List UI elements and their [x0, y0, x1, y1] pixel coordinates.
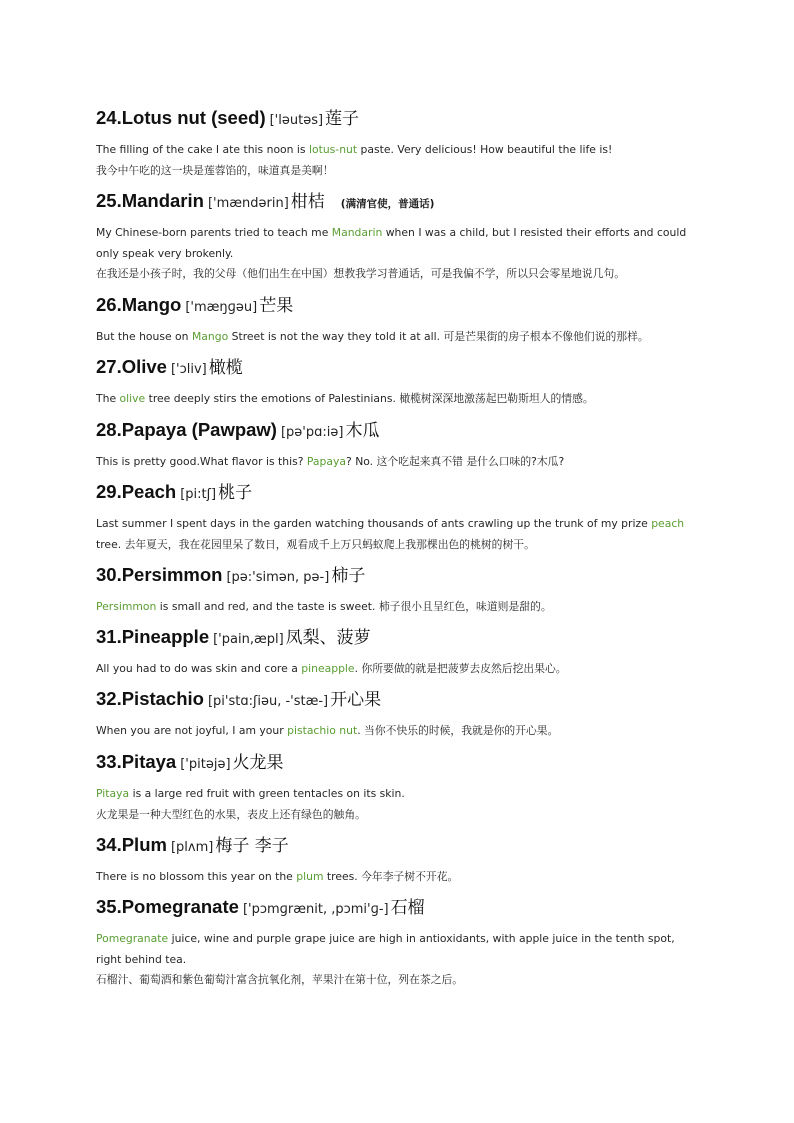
highlighted-word: pistachio nut — [287, 724, 358, 737]
entry-phonetic: ['mæŋɡəu] — [185, 300, 258, 315]
entry-phonetic: ['ləutəs] — [269, 113, 324, 128]
text: is small and red, and the taste is sweet. 柿子很小且呈红色，味道则是甜的。 — [156, 600, 552, 613]
entry-example — [96, 929, 696, 991]
entry-phonetic: [pə'pɑ:iə] — [280, 425, 344, 440]
entry-word: Pitaya — [121, 751, 177, 772]
entry-word: Pistachio — [121, 688, 204, 709]
example-line — [96, 161, 696, 182]
entry-chinese: 木瓜 — [345, 421, 380, 441]
entry-pomegranate — [96, 894, 696, 991]
text: 在我还是小孩子时，我的父母（他们出生在中国）想教我学习普通话，可是我偏不学，所以只会零星地说几句。 — [96, 267, 626, 280]
entry-word: Mandarin — [121, 190, 204, 211]
entry-example — [96, 514, 696, 555]
entry-word: Pomegranate — [121, 896, 239, 917]
text: only speak very brokenly. — [96, 246, 234, 260]
highlighted-word: Papaya — [306, 455, 347, 468]
entry-lotus-nut — [96, 105, 696, 181]
entry-chinese: 石榴 — [390, 898, 425, 918]
entry-chinese: 桃子 — [218, 483, 253, 503]
entry-example — [96, 140, 696, 181]
entry-phonetic: [pi:tʃ] — [180, 487, 217, 502]
text: Street is not the way they told it at all. 可是芒果街的房子根本不像他们说的那样。 — [228, 330, 649, 343]
text: The — [96, 392, 120, 405]
example-line — [96, 659, 696, 680]
entry-word: Mango — [121, 294, 182, 315]
entry-phonetic: [plʌm] — [170, 840, 214, 855]
entry-number: 34. — [96, 834, 122, 855]
highlighted-word: Mandarin — [331, 226, 383, 239]
example-line — [96, 264, 696, 285]
entry-pitaya — [96, 749, 696, 825]
highlighted-word: pineapple — [301, 662, 355, 675]
example-line — [96, 950, 696, 971]
entry-plum — [96, 832, 696, 888]
entry-number: 24. — [96, 107, 122, 128]
entry-mandarin — [96, 188, 696, 285]
highlighted-word: Persimmon — [96, 600, 157, 613]
entry-chinese: 橄榄 — [208, 358, 243, 378]
text: But the house on — [96, 330, 192, 343]
entry-chinese: 柑桔 — [290, 192, 325, 212]
entry-pineapple — [96, 624, 696, 680]
highlighted-word: olive — [119, 392, 146, 405]
entry-phonetic: ['pitəjə] — [180, 757, 231, 772]
text: 我今中午吃的这一块是莲蓉馅的，味道真是美啊！ — [96, 163, 334, 177]
entry-persimmon — [96, 562, 696, 618]
entry-number: 31. — [96, 626, 122, 647]
text: . 当你不快乐的时候，我就是你的开心果。 — [357, 724, 559, 737]
highlighted-word: peach — [651, 517, 685, 530]
entry-number: 27. — [96, 356, 122, 377]
text: When you are not joyful, I am your — [96, 724, 288, 737]
entry-example — [96, 452, 696, 473]
example-line — [96, 452, 696, 473]
example-line — [96, 784, 696, 805]
example-line — [96, 535, 696, 556]
entry-example — [96, 784, 696, 825]
entry-phonetic: ['pain,æpl] — [213, 632, 284, 647]
entry-phonetic: [pə:'simən, pə-] — [226, 570, 330, 585]
example-line — [96, 805, 696, 826]
text: . 你所要做的就是把菠萝去皮然后挖出果心。 — [354, 662, 567, 675]
entry-heading — [96, 832, 696, 858]
text: is a large red fruit with green tentacles on its skin. — [129, 787, 405, 800]
entry-number: 28. — [96, 419, 122, 440]
example-line — [96, 389, 696, 410]
entry-chinese: 莲子 — [325, 109, 360, 129]
entry-word: Persimmon — [121, 564, 223, 585]
text: My Chinese-born parents tried to teach me — [96, 226, 332, 239]
highlighted-word: Pitaya — [96, 787, 130, 800]
entry-heading — [96, 105, 696, 131]
text: There is no blossom this year on the — [96, 870, 297, 883]
entry-word: Plum — [121, 834, 167, 855]
entry-chinese: 梅子 李子 — [215, 836, 289, 856]
example-line — [96, 514, 696, 535]
text: All you had to do was skin and core a — [96, 662, 302, 675]
text: juice, wine and purple grape juice are high in antioxidants, with apple juice in the tenth spot, — [168, 932, 675, 945]
entry-chinese: 开心果 — [330, 690, 382, 710]
entry-phonetic: ['ɔliv] — [170, 362, 207, 377]
entry-heading — [96, 354, 696, 380]
text: right behind tea. — [96, 952, 187, 966]
text: tree. 去年夏天，我在花园里呆了数日，观看成千上万只蚂蚁爬上我那棵出色的桃树的树干。 — [96, 537, 535, 551]
highlighted-word: plum — [296, 870, 324, 883]
entry-note: (满清官使，普通话) — [340, 198, 435, 210]
entry-number: 25. — [96, 190, 122, 211]
entry-example — [96, 223, 696, 285]
entry-phonetic: ['pɔmɡrænit, ,pɔmi'ɡ-] — [242, 902, 389, 917]
entry-pistachio — [96, 686, 696, 742]
entry-heading — [96, 686, 696, 712]
highlighted-word: lotus-nut — [309, 143, 358, 156]
entry-heading — [96, 749, 696, 775]
entry-chinese: 芒果 — [259, 296, 294, 316]
entry-chinese: 火龙果 — [232, 753, 284, 773]
entry-papaya — [96, 417, 696, 473]
entry-heading — [96, 188, 696, 214]
entry-word: Peach — [121, 481, 177, 502]
highlighted-word: Mango — [191, 330, 229, 343]
text: when I was a child, but I resisted their efforts and could — [382, 226, 687, 239]
entry-number: 26. — [96, 294, 122, 315]
example-line — [96, 223, 696, 244]
example-line — [96, 867, 696, 888]
entry-word: Lotus nut (seed) — [121, 107, 266, 128]
highlighted-word: Pomegranate — [96, 932, 169, 945]
entry-phonetic: ['mændərin] — [207, 196, 289, 211]
entry-example — [96, 597, 696, 618]
entry-chinese: 柿子 — [331, 566, 366, 586]
text: trees. 今年李子树不开花。 — [323, 870, 459, 883]
entry-heading — [96, 292, 696, 318]
text: Last summer I spent days in the garden watching thousands of ants crawling up the trunk of my prize — [96, 517, 652, 530]
entry-phonetic: [pi'stɑ:ʃiəu, -'stæ-] — [207, 694, 329, 709]
entry-example — [96, 659, 696, 680]
text: tree deeply stirs the emotions of Palestinians. 橄榄树深深地激荡起巴勒斯坦人的情感。 — [145, 392, 594, 405]
entry-number: 30. — [96, 564, 122, 585]
text: 石榴汁、葡萄酒和紫色葡萄汁富含抗氧化剂，苹果汁在第十位，列在茶之后。 — [96, 973, 464, 986]
text: 火龙果是一种大型红色的水果，表皮上还有绿色的触角。 — [96, 807, 366, 821]
entry-word: Papaya (Pawpaw) — [121, 419, 277, 440]
entry-heading — [96, 894, 696, 920]
entry-peach — [96, 479, 696, 555]
entry-heading — [96, 479, 696, 505]
entry-word: Olive — [121, 356, 167, 377]
entry-example — [96, 327, 696, 348]
example-line — [96, 140, 696, 161]
entry-heading — [96, 562, 696, 588]
entry-number: 33. — [96, 751, 122, 772]
entry-chinese: 凤梨、菠萝 — [285, 628, 371, 648]
entry-number: 35. — [96, 896, 122, 917]
entry-example — [96, 389, 696, 410]
entry-example — [96, 867, 696, 888]
example-line — [96, 970, 696, 991]
example-line — [96, 721, 696, 742]
text: This is pretty good.What flavor is this? — [96, 455, 307, 468]
entry-word: Pineapple — [121, 626, 210, 647]
entry-number: 32. — [96, 688, 122, 709]
entry-heading — [96, 624, 696, 650]
example-line — [96, 597, 696, 618]
example-line — [96, 929, 696, 950]
entry-heading — [96, 417, 696, 443]
entry-olive — [96, 354, 696, 410]
example-line — [96, 244, 696, 265]
entry-number: 29. — [96, 481, 122, 502]
entry-mango — [96, 292, 696, 348]
text: The filling of the cake I ate this noon is — [96, 143, 309, 156]
text: paste. Very delicious! How beautiful the life is! — [357, 143, 613, 156]
entry-example — [96, 721, 696, 742]
text: ? No. 这个吃起来真不错 是什么口味的?木瓜? — [346, 455, 565, 468]
example-line — [96, 327, 696, 348]
